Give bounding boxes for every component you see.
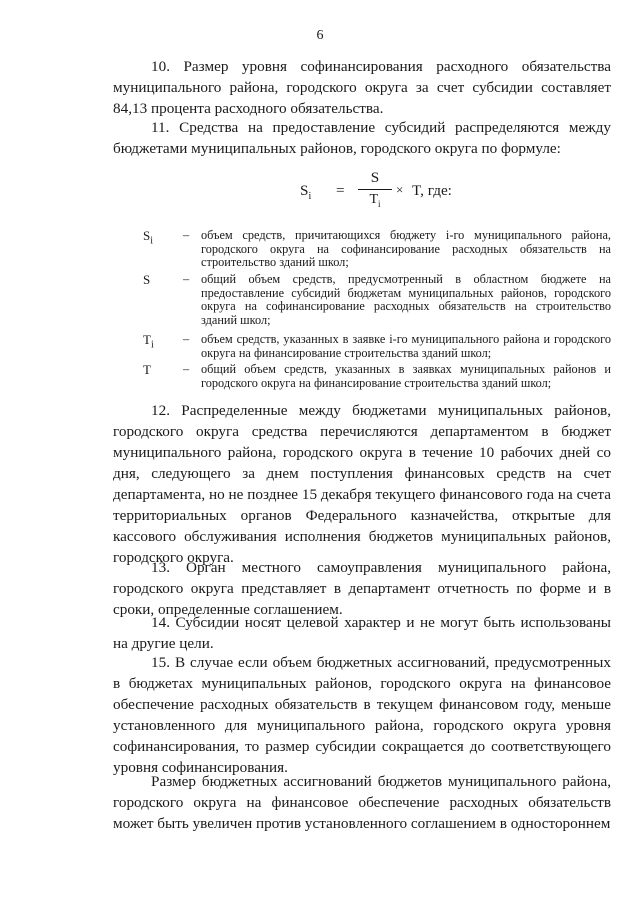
distribution-formula: [300, 169, 520, 216]
definition-symbol: [143, 229, 153, 248]
definition-symbol: [143, 333, 154, 352]
formula-denominator-sub: i: [378, 198, 381, 209]
definition-item: [113, 333, 611, 363]
definition-text: общий объем средств, предусмотренный в областном бюджете на предоставление субсидий бюджетам муниципальных районов, городского округа на софинансирование расходных обязательств на строительство зданий школ;: [201, 272, 611, 327]
definition-text: объем средств, причитающихся бюджету i-го муниципального района, городского округа на софинансирование расходных обязательств на строительство зданий школ;: [201, 228, 611, 270]
definition-symbol: [143, 273, 150, 292]
paragraph-10: 10. Размер уровня софинансирования расходного обязательства муниципального района, городского округа за счет субсидии составляет 84,13 процента расходного обязательства.: [113, 58, 611, 117]
page-number: 6: [316, 28, 324, 43]
definition-symbol-base: T: [143, 332, 151, 347]
definition-dash: –: [183, 272, 190, 286]
definition-text: общий объем средств, указанных в заявках муниципальных районов и городского округа на финансирование строительства зданий школ;: [201, 362, 611, 390]
paragraph-11: 11. Средства на предоставление субсидий распределяются между бюджетами муниципальных районов, городского округа по формуле:: [113, 119, 611, 157]
paragraph-12: 12. Распределенные между бюджетами муниципальных районов, городского округа средства перечисляются департаментом в бюджет муниципального района, городского округа в течение 10 рабочих дней со дня, следующего за днем поступления финансовых средств на счет департамента, но не позднее 15 декабря текущего финансового года на счета территориальных органов Федерального казначейства, открытые для кассового обслуживания исполнения бюджетов муниципальных районов, городского округа.: [113, 402, 611, 566]
definition-symbol-base: T: [143, 362, 151, 377]
definition-item: [113, 273, 611, 333]
formula-lhs: [300, 182, 311, 202]
paragraph-16: Размер бюджетных ассигнований бюджетов муниципального района, городского округа на финансовое обеспечение расходных обязательств может быть увеличен против установленного соглашением в одностороннем: [113, 773, 611, 832]
formula-equals: =: [336, 182, 345, 199]
paragraph-14: 14. Субсидии носят целевой характер и не могут быть использованы на другие цели.: [113, 614, 611, 652]
definition-text: объем средств, указанных в заявке i-го муниципального района и городского округа на финансирование строительства зданий школ;: [201, 332, 611, 360]
formula-denominator-base: T: [369, 192, 379, 207]
definition-dash: –: [183, 362, 190, 376]
paragraph-15: 15. В случае если объем бюджетных ассигнований, предусмотренных в бюджетах муниципальных районов, городского округа на финансовое обеспечение расходных обязательств в текущем финансовом году, меньше установленного для муниципального района, городского округа уровня софинансирования, то размер субсидии сокращается до соответствующего уровня софинансирования.: [113, 654, 611, 776]
formula-denominator: [358, 192, 392, 209]
definition-symbol-base: S: [143, 228, 151, 243]
paragraph-13: 13. Орган местного самоуправления муниципального района, городского округа представляет в департамент отчетность по форме и в сроки, определенные соглашением.: [113, 559, 611, 618]
formula-lhs-sub: i: [308, 191, 312, 203]
definition-dash: –: [183, 332, 190, 346]
definition-symbol-base: S: [143, 272, 151, 287]
formula-lhs-base: S: [300, 182, 309, 199]
formula-times: ×: [396, 182, 404, 197]
definition-dash: –: [183, 228, 190, 242]
formula-numerator: S: [370, 169, 380, 186]
definition-symbol-sub: i: [150, 235, 154, 247]
definition-symbol-sub: i: [150, 339, 154, 351]
definition-item: [113, 229, 611, 273]
formula-fraction-line: [358, 189, 392, 190]
definition-item: [113, 363, 611, 393]
definitions-list: [113, 229, 611, 393]
definition-symbol: [143, 363, 151, 382]
formula-rhs: T, где:: [412, 182, 452, 199]
